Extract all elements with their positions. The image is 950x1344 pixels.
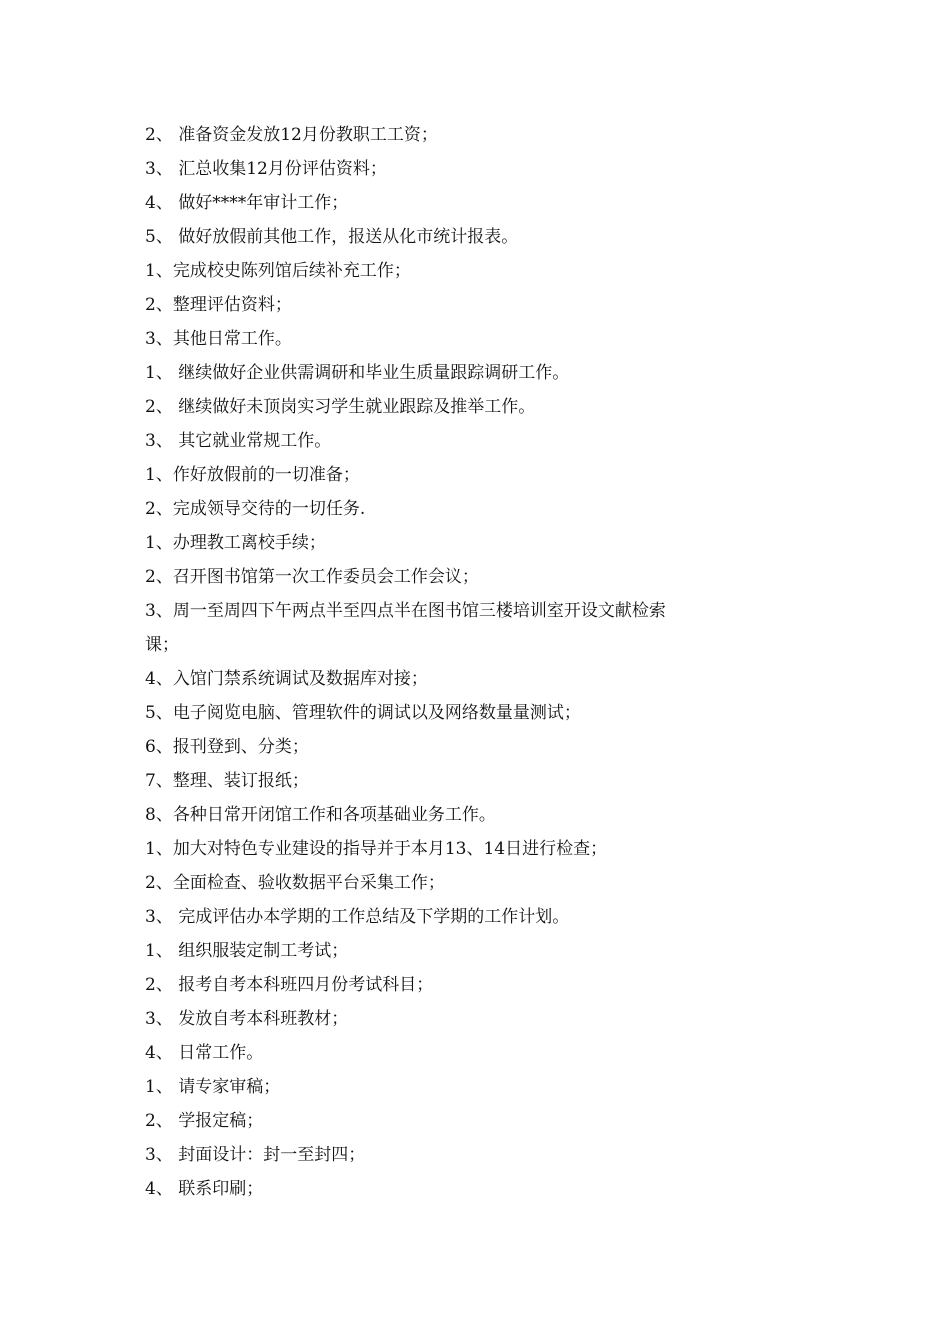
text-line: 8、各种日常开闭馆工作和各项基础业务工作。: [145, 805, 496, 825]
text-line: 3、 完成评估办本学期的工作总结及下学期的工作计划。: [145, 907, 570, 927]
text-line: 3、其他日常工作。: [145, 329, 292, 349]
text-line: 4、 联系印刷；: [145, 1179, 264, 1199]
text-line: 3、周一至周四下午两点半至四点半在图书馆三楼培训室开设文献检索: [145, 601, 666, 621]
text-line: 1、 请专家审稿；: [145, 1077, 281, 1097]
text-line: 4、 日常工作。: [145, 1043, 264, 1063]
text-line: 7、整理、装订报纸；: [145, 771, 309, 791]
text-line: 2、 继续做好未顶岗实习学生就业跟踪及推举工作。: [145, 397, 536, 417]
text-line: 5、电子阅览电脑、管理软件的调试以及网络数量量测试；: [145, 703, 581, 723]
text-line: 1、加大对特色专业建设的指导并于本月13、14日进行检查；: [145, 839, 608, 859]
text-line: 6、报刊登到、分类；: [145, 737, 309, 757]
text-line: 3、 发放自考本科班教材；: [145, 1009, 349, 1029]
text-line: 2、召开图书馆第一次工作委员会工作会议；: [145, 567, 479, 587]
text-line: 2、整理评估资料；: [145, 295, 292, 315]
text-line: 4、入馆门禁系统调试及数据库对接；: [145, 669, 428, 689]
text-line: 3、 其它就业常规工作。: [145, 431, 332, 451]
text-line: 2、 学报定稿；: [145, 1111, 264, 1131]
text-line: 3、 封面设计：封一至封四；: [145, 1145, 366, 1165]
text-line: 课；: [145, 635, 179, 655]
text-line: 4、 做好****年审计工作；: [145, 193, 349, 213]
text-line: 1、办理教工离校手续；: [145, 533, 326, 553]
text-line: 2、全面检查、验收数据平台采集工作；: [145, 873, 445, 893]
text-line: 1、 组织服装定制工考试；: [145, 941, 349, 961]
text-line: 1、 继续做好企业供需调研和毕业生质量跟踪调研工作。: [145, 363, 570, 383]
text-line: 2、 准备资金发放12月份教职工工资；: [145, 125, 438, 145]
text-line: 1、完成校史陈列馆后续补充工作；: [145, 261, 411, 281]
text-line: 2、 报考自考本科班四月份考试科目；: [145, 975, 434, 995]
text-line: 1、作好放假前的一切准备；: [145, 465, 360, 485]
text-line: 3、 汇总收集12月份评估资料；: [145, 159, 387, 179]
text-line: 5、 做好放假前其他工作，报送从化市统计报表。: [145, 227, 519, 247]
text-line: 2、完成领导交待的一切任务.: [145, 499, 366, 519]
document-body: [145, 118, 765, 1206]
